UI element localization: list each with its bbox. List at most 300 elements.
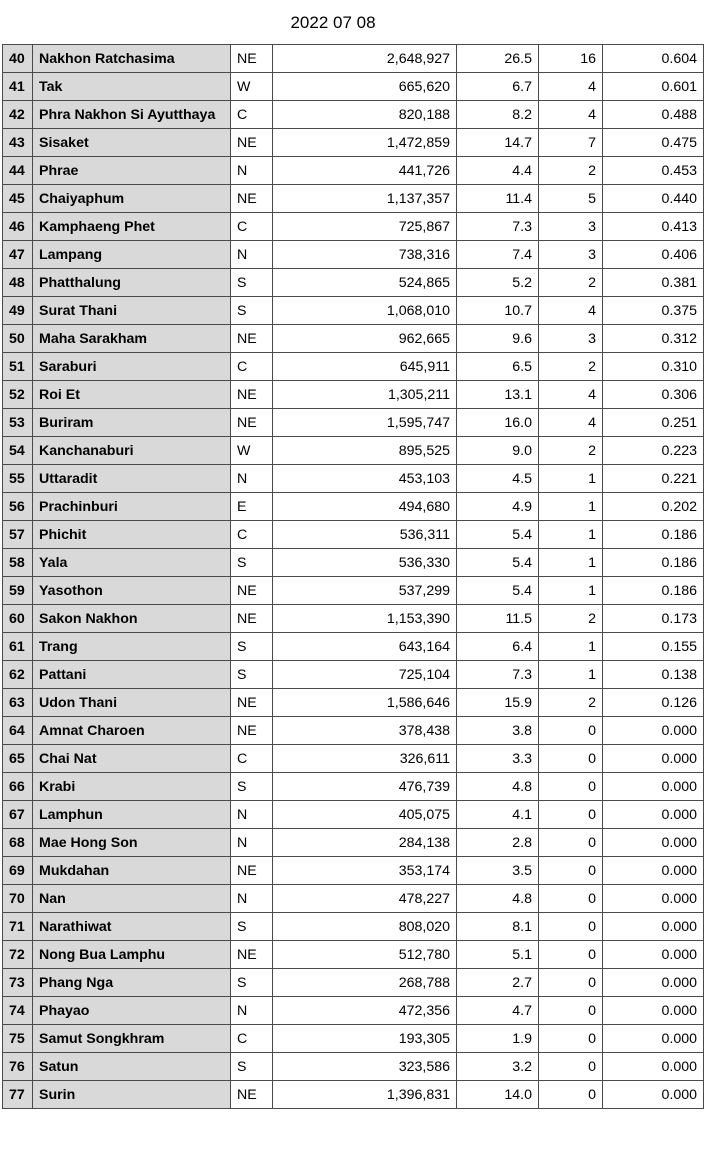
rank-cell: 50: [3, 325, 33, 353]
rate-cell: 0.453: [603, 157, 704, 185]
population-cell: 1,153,390: [273, 605, 457, 633]
per-100k-cell: 4.4: [457, 157, 539, 185]
per-100k-cell: 2.7: [457, 969, 539, 997]
cases-cell: 0: [539, 913, 603, 941]
table-row: [3, 969, 704, 997]
cases-cell: 1: [539, 549, 603, 577]
rank-cell: 63: [3, 689, 33, 717]
per-100k-cell: 2.8: [457, 829, 539, 857]
rate-cell: 0.223: [603, 437, 704, 465]
population-cell: 476,739: [273, 773, 457, 801]
region-cell: NE: [231, 577, 273, 605]
per-100k-cell: 5.2: [457, 269, 539, 297]
population-cell: 537,299: [273, 577, 457, 605]
population-cell: 962,665: [273, 325, 457, 353]
region-cell: NE: [231, 717, 273, 745]
table-row: [3, 353, 704, 381]
rate-cell: 0.312: [603, 325, 704, 353]
cases-cell: 1: [539, 521, 603, 549]
cases-cell: 16: [539, 45, 603, 73]
rate-cell: 0.251: [603, 409, 704, 437]
table-row: [3, 689, 704, 717]
table-row: [3, 633, 704, 661]
region-cell: NE: [231, 185, 273, 213]
population-cell: 494,680: [273, 493, 457, 521]
per-100k-cell: 14.0: [457, 1081, 539, 1109]
population-cell: 725,104: [273, 661, 457, 689]
cases-cell: 0: [539, 857, 603, 885]
table-row: [3, 185, 704, 213]
table-row: [3, 717, 704, 745]
rank-cell: 47: [3, 241, 33, 269]
table-row: [3, 101, 704, 129]
rank-cell: 71: [3, 913, 33, 941]
rank-cell: 76: [3, 1053, 33, 1081]
per-100k-cell: 16.0: [457, 409, 539, 437]
population-cell: 643,164: [273, 633, 457, 661]
province-name-cell: Nan: [33, 885, 231, 913]
rate-cell: 0.000: [603, 717, 704, 745]
population-cell: 268,788: [273, 969, 457, 997]
population-cell: 1,305,211: [273, 381, 457, 409]
table-row: [3, 269, 704, 297]
rank-cell: 65: [3, 745, 33, 773]
population-cell: 1,586,646: [273, 689, 457, 717]
population-cell: 820,188: [273, 101, 457, 129]
region-cell: NE: [231, 689, 273, 717]
province-name-cell: Lampang: [33, 241, 231, 269]
rate-cell: 0.440: [603, 185, 704, 213]
rank-cell: 42: [3, 101, 33, 129]
rank-cell: 60: [3, 605, 33, 633]
per-100k-cell: 7.4: [457, 241, 539, 269]
rank-cell: 68: [3, 829, 33, 857]
population-cell: 1,472,859: [273, 129, 457, 157]
per-100k-cell: 5.4: [457, 521, 539, 549]
rate-cell: 0.000: [603, 857, 704, 885]
province-name-cell: Udon Thani: [33, 689, 231, 717]
rank-cell: 52: [3, 381, 33, 409]
cases-cell: 4: [539, 101, 603, 129]
population-cell: 453,103: [273, 465, 457, 493]
rate-cell: 0.604: [603, 45, 704, 73]
per-100k-cell: 5.4: [457, 577, 539, 605]
region-cell: E: [231, 493, 273, 521]
rank-cell: 59: [3, 577, 33, 605]
per-100k-cell: 13.1: [457, 381, 539, 409]
per-100k-cell: 4.7: [457, 997, 539, 1025]
rate-cell: 0.221: [603, 465, 704, 493]
table-row: [3, 857, 704, 885]
province-name-cell: Phra Nakhon Si Ayutthaya: [33, 101, 231, 129]
per-100k-cell: 1.9: [457, 1025, 539, 1053]
table-row: [3, 1053, 704, 1081]
province-name-cell: Phichit: [33, 521, 231, 549]
region-cell: W: [231, 437, 273, 465]
region-cell: W: [231, 73, 273, 101]
table-row: [3, 409, 704, 437]
province-name-cell: Chai Nat: [33, 745, 231, 773]
table-row: [3, 829, 704, 857]
cases-cell: 1: [539, 633, 603, 661]
per-100k-cell: 6.7: [457, 73, 539, 101]
region-cell: NE: [231, 45, 273, 73]
table-row: [3, 801, 704, 829]
region-cell: S: [231, 1053, 273, 1081]
rank-cell: 44: [3, 157, 33, 185]
per-100k-cell: 4.5: [457, 465, 539, 493]
per-100k-cell: 3.8: [457, 717, 539, 745]
population-cell: 1,396,831: [273, 1081, 457, 1109]
per-100k-cell: 9.0: [457, 437, 539, 465]
per-100k-cell: 4.9: [457, 493, 539, 521]
per-100k-cell: 4.8: [457, 885, 539, 913]
cases-cell: 0: [539, 801, 603, 829]
cases-cell: 2: [539, 689, 603, 717]
table-row: [3, 437, 704, 465]
population-cell: 512,780: [273, 941, 457, 969]
population-cell: 665,620: [273, 73, 457, 101]
rate-cell: 0.000: [603, 885, 704, 913]
rank-cell: 70: [3, 885, 33, 913]
region-cell: NE: [231, 941, 273, 969]
per-100k-cell: 10.7: [457, 297, 539, 325]
rate-cell: 0.186: [603, 521, 704, 549]
province-name-cell: Phang Nga: [33, 969, 231, 997]
rate-cell: 0.000: [603, 1053, 704, 1081]
rate-cell: 0.000: [603, 969, 704, 997]
cases-cell: 1: [539, 661, 603, 689]
rank-cell: 41: [3, 73, 33, 101]
table-row: [3, 129, 704, 157]
region-cell: NE: [231, 129, 273, 157]
province-name-cell: Nong Bua Lamphu: [33, 941, 231, 969]
table-row: [3, 1025, 704, 1053]
table-row: [3, 465, 704, 493]
rate-cell: 0.375: [603, 297, 704, 325]
region-cell: S: [231, 661, 273, 689]
province-name-cell: Amnat Charoen: [33, 717, 231, 745]
rate-cell: 0.306: [603, 381, 704, 409]
table-row: [3, 381, 704, 409]
population-cell: 441,726: [273, 157, 457, 185]
cases-cell: 1: [539, 577, 603, 605]
per-100k-cell: 6.5: [457, 353, 539, 381]
per-100k-cell: 8.1: [457, 913, 539, 941]
cases-cell: 0: [539, 997, 603, 1025]
population-cell: 323,586: [273, 1053, 457, 1081]
rank-cell: 64: [3, 717, 33, 745]
province-name-cell: Prachinburi: [33, 493, 231, 521]
rank-cell: 55: [3, 465, 33, 493]
province-name-cell: Chaiyaphum: [33, 185, 231, 213]
rate-cell: 0.000: [603, 1081, 704, 1109]
rank-cell: 66: [3, 773, 33, 801]
cases-cell: 0: [539, 773, 603, 801]
cases-cell: 4: [539, 297, 603, 325]
region-cell: S: [231, 269, 273, 297]
province-name-cell: Trang: [33, 633, 231, 661]
rank-cell: 62: [3, 661, 33, 689]
rank-cell: 46: [3, 213, 33, 241]
rate-cell: 0.000: [603, 913, 704, 941]
rate-cell: 0.000: [603, 801, 704, 829]
province-table: [2, 44, 704, 1109]
province-name-cell: Roi Et: [33, 381, 231, 409]
table-row: [3, 913, 704, 941]
table-row: [3, 941, 704, 969]
table-row: [3, 241, 704, 269]
region-cell: C: [231, 745, 273, 773]
cases-cell: 0: [539, 1025, 603, 1053]
table-body: [3, 45, 704, 1109]
region-cell: N: [231, 801, 273, 829]
province-name-cell: Maha Sarakham: [33, 325, 231, 353]
region-cell: NE: [231, 381, 273, 409]
rank-cell: 56: [3, 493, 33, 521]
region-cell: N: [231, 829, 273, 857]
cases-cell: 3: [539, 241, 603, 269]
region-cell: C: [231, 521, 273, 549]
cases-cell: 0: [539, 885, 603, 913]
table-row: [3, 997, 704, 1025]
cases-cell: 0: [539, 1053, 603, 1081]
population-cell: 524,865: [273, 269, 457, 297]
cases-cell: 3: [539, 213, 603, 241]
population-cell: 808,020: [273, 913, 457, 941]
table-row: [3, 325, 704, 353]
province-name-cell: Lamphun: [33, 801, 231, 829]
rate-cell: 0.000: [603, 829, 704, 857]
rate-cell: 0.310: [603, 353, 704, 381]
region-cell: C: [231, 101, 273, 129]
rank-cell: 40: [3, 45, 33, 73]
province-name-cell: Krabi: [33, 773, 231, 801]
population-cell: 895,525: [273, 437, 457, 465]
per-100k-cell: 3.3: [457, 745, 539, 773]
rank-cell: 58: [3, 549, 33, 577]
province-name-cell: Phayao: [33, 997, 231, 1025]
rank-cell: 48: [3, 269, 33, 297]
region-cell: N: [231, 157, 273, 185]
region-cell: NE: [231, 1081, 273, 1109]
province-name-cell: Mae Hong Son: [33, 829, 231, 857]
region-cell: N: [231, 465, 273, 493]
region-cell: S: [231, 969, 273, 997]
per-100k-cell: 7.3: [457, 213, 539, 241]
province-name-cell: Tak: [33, 73, 231, 101]
rank-cell: 77: [3, 1081, 33, 1109]
province-name-cell: Saraburi: [33, 353, 231, 381]
province-name-cell: Surin: [33, 1081, 231, 1109]
population-cell: 478,227: [273, 885, 457, 913]
rate-cell: 0.000: [603, 745, 704, 773]
rank-cell: 75: [3, 1025, 33, 1053]
region-cell: NE: [231, 409, 273, 437]
table-row: [3, 213, 704, 241]
per-100k-cell: 5.1: [457, 941, 539, 969]
cases-cell: 0: [539, 1081, 603, 1109]
population-cell: 405,075: [273, 801, 457, 829]
population-cell: 472,356: [273, 997, 457, 1025]
region-cell: C: [231, 1025, 273, 1053]
per-100k-cell: 8.2: [457, 101, 539, 129]
province-name-cell: Phrae: [33, 157, 231, 185]
table-row: [3, 493, 704, 521]
population-cell: 536,311: [273, 521, 457, 549]
region-cell: C: [231, 213, 273, 241]
table-row: [3, 1081, 704, 1109]
rank-cell: 45: [3, 185, 33, 213]
region-cell: NE: [231, 605, 273, 633]
rank-cell: 61: [3, 633, 33, 661]
province-name-cell: Uttaradit: [33, 465, 231, 493]
table-row: [3, 297, 704, 325]
cases-cell: 0: [539, 717, 603, 745]
table-row: [3, 157, 704, 185]
rate-cell: 0.000: [603, 773, 704, 801]
rate-cell: 0.000: [603, 1025, 704, 1053]
rate-cell: 0.138: [603, 661, 704, 689]
rate-cell: 0.202: [603, 493, 704, 521]
table-row: [3, 605, 704, 633]
cases-cell: 4: [539, 409, 603, 437]
region-cell: N: [231, 885, 273, 913]
table-row: [3, 577, 704, 605]
region-cell: S: [231, 913, 273, 941]
region-cell: C: [231, 353, 273, 381]
cases-cell: 2: [539, 269, 603, 297]
rate-cell: 0.186: [603, 577, 704, 605]
rank-cell: 72: [3, 941, 33, 969]
per-100k-cell: 3.2: [457, 1053, 539, 1081]
rate-cell: 0.475: [603, 129, 704, 157]
cases-cell: 4: [539, 381, 603, 409]
rate-cell: 0.381: [603, 269, 704, 297]
rank-cell: 54: [3, 437, 33, 465]
per-100k-cell: 5.4: [457, 549, 539, 577]
table-row: [3, 549, 704, 577]
cases-cell: 0: [539, 941, 603, 969]
region-cell: S: [231, 633, 273, 661]
cases-cell: 2: [539, 157, 603, 185]
per-100k-cell: 11.5: [457, 605, 539, 633]
rate-cell: 0.000: [603, 997, 704, 1025]
population-cell: 738,316: [273, 241, 457, 269]
cases-cell: 1: [539, 493, 603, 521]
population-cell: 1,137,357: [273, 185, 457, 213]
population-cell: 725,867: [273, 213, 457, 241]
cases-cell: 0: [539, 829, 603, 857]
province-name-cell: Buriram: [33, 409, 231, 437]
per-100k-cell: 26.5: [457, 45, 539, 73]
per-100k-cell: 3.5: [457, 857, 539, 885]
population-cell: 378,438: [273, 717, 457, 745]
region-cell: S: [231, 773, 273, 801]
cases-cell: 2: [539, 437, 603, 465]
per-100k-cell: 6.4: [457, 633, 539, 661]
table-row: [3, 773, 704, 801]
per-100k-cell: 9.6: [457, 325, 539, 353]
per-100k-cell: 14.7: [457, 129, 539, 157]
region-cell: S: [231, 549, 273, 577]
table-row: [3, 745, 704, 773]
population-cell: 353,174: [273, 857, 457, 885]
rank-cell: 73: [3, 969, 33, 997]
per-100k-cell: 4.8: [457, 773, 539, 801]
region-cell: N: [231, 997, 273, 1025]
province-name-cell: Surat Thani: [33, 297, 231, 325]
population-cell: 1,068,010: [273, 297, 457, 325]
rate-cell: 0.000: [603, 941, 704, 969]
population-cell: 193,305: [273, 1025, 457, 1053]
cases-cell: 2: [539, 353, 603, 381]
population-cell: 326,611: [273, 745, 457, 773]
table-row: [3, 885, 704, 913]
province-name-cell: Pattani: [33, 661, 231, 689]
table-row: [3, 73, 704, 101]
rate-cell: 0.406: [603, 241, 704, 269]
per-100k-cell: 11.4: [457, 185, 539, 213]
cases-cell: 0: [539, 969, 603, 997]
table-row: [3, 521, 704, 549]
rank-cell: 74: [3, 997, 33, 1025]
cases-cell: 5: [539, 185, 603, 213]
rank-cell: 43: [3, 129, 33, 157]
table-row: [3, 45, 704, 73]
region-cell: NE: [231, 325, 273, 353]
province-name-cell: Kanchanaburi: [33, 437, 231, 465]
province-name-cell: Sisaket: [33, 129, 231, 157]
population-cell: 2,648,927: [273, 45, 457, 73]
cases-cell: 1: [539, 465, 603, 493]
province-name-cell: Narathiwat: [33, 913, 231, 941]
province-name-cell: Yala: [33, 549, 231, 577]
region-cell: N: [231, 241, 273, 269]
per-100k-cell: 4.1: [457, 801, 539, 829]
region-cell: S: [231, 297, 273, 325]
province-name-cell: Mukdahan: [33, 857, 231, 885]
page-title: 2022 07 08: [290, 13, 376, 32]
rate-cell: 0.413: [603, 213, 704, 241]
province-name-cell: Satun: [33, 1053, 231, 1081]
rate-cell: 0.155: [603, 633, 704, 661]
rank-cell: 51: [3, 353, 33, 381]
rank-cell: 53: [3, 409, 33, 437]
rank-cell: 57: [3, 521, 33, 549]
table-row: [3, 661, 704, 689]
per-100k-cell: 7.3: [457, 661, 539, 689]
cases-cell: 0: [539, 745, 603, 773]
rate-cell: 0.601: [603, 73, 704, 101]
cases-cell: 4: [539, 73, 603, 101]
cases-cell: 7: [539, 129, 603, 157]
rank-cell: 69: [3, 857, 33, 885]
cases-cell: 2: [539, 605, 603, 633]
population-cell: 284,138: [273, 829, 457, 857]
population-cell: 645,911: [273, 353, 457, 381]
population-cell: 536,330: [273, 549, 457, 577]
province-name-cell: Sakon Nakhon: [33, 605, 231, 633]
rank-cell: 67: [3, 801, 33, 829]
rate-cell: 0.186: [603, 549, 704, 577]
province-name-cell: Nakhon Ratchasima: [33, 45, 231, 73]
province-name-cell: Yasothon: [33, 577, 231, 605]
province-name-cell: Kamphaeng Phet: [33, 213, 231, 241]
per-100k-cell: 15.9: [457, 689, 539, 717]
rate-cell: 0.488: [603, 101, 704, 129]
province-name-cell: Samut Songkhram: [33, 1025, 231, 1053]
